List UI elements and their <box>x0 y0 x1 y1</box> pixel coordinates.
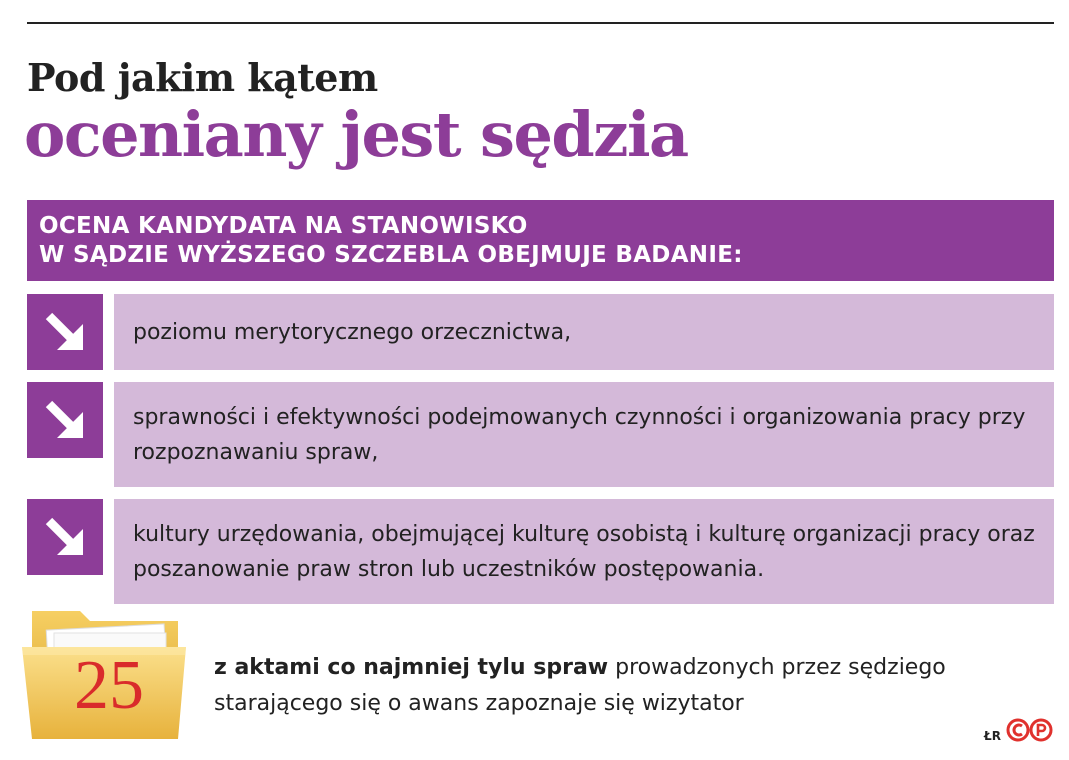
item-text-box <box>114 382 1054 487</box>
title-line-1: Pod jakim kątem <box>27 55 378 100</box>
header-line-2: W SĄDZIE WYŻSZEGO SZCZEBLA OBEJMUJE BADANIE: <box>39 242 743 268</box>
top-rule <box>27 22 1054 24</box>
list-item <box>27 294 1054 370</box>
arrow-down-right-icon <box>27 294 103 370</box>
item-text: sprawności i efektywności podejmowanych czynności i organizowania pracy przy rozpoznawaniu spraw, <box>133 404 1026 465</box>
cp-logo <box>1006 718 1054 742</box>
footnote-bold: z aktami co najmniej tylu spraw <box>214 655 609 680</box>
footnote-text <box>214 650 1034 722</box>
header-line-1: OCENA KANDYDATA NA STANOWISKO <box>39 213 528 239</box>
arrow-down-right-icon <box>27 499 103 575</box>
arrow-down-right-icon <box>27 382 103 458</box>
list-item <box>27 499 1054 604</box>
header-band <box>27 200 1054 281</box>
title-line-2: oceniany jest sędzia <box>24 98 688 171</box>
footnote-rest: prowadzonych przez sędziego starającego się o awans zapoznaje się wizytator <box>214 655 946 716</box>
author-credit: ŁR <box>984 729 1001 743</box>
folder-number: 25 <box>74 647 144 724</box>
item-text: kultury urzędowania, obejmującej kulturę osobistą i kulturę organizacji pracy oraz poszanowanie praw stron lub uczestników postępowania. <box>133 521 1035 582</box>
item-text-box <box>114 499 1054 604</box>
item-text-box <box>114 294 1054 370</box>
item-text: poziomu merytorycznego orzecznictwa, <box>133 319 572 345</box>
list-item <box>27 382 1054 487</box>
